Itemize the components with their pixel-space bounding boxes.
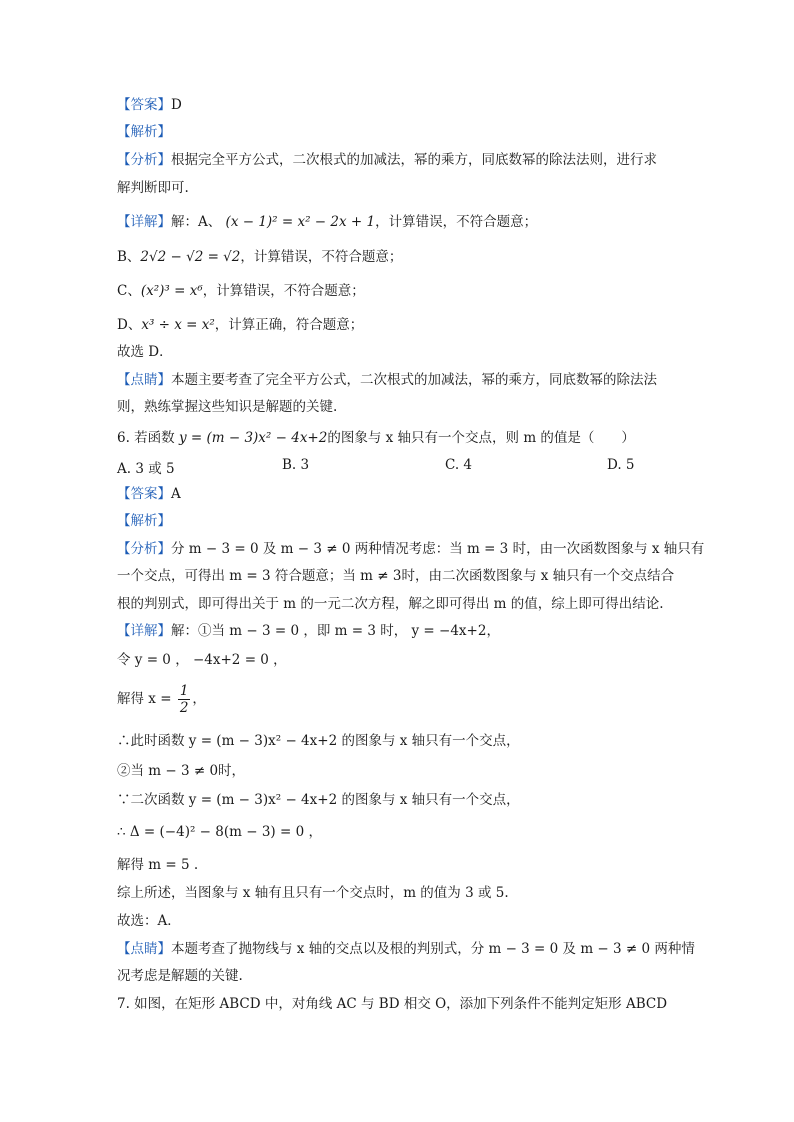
q5-formula-b: 2√2 − √2 = √2 bbox=[140, 249, 241, 265]
q5-dianjing-text1: 本题主要考查了完全平方公式，二次根式的加减法，幂的乘方，同底数幂的除法法 bbox=[171, 372, 657, 388]
detail-tag: 【详解】 bbox=[117, 214, 171, 230]
q6-analysis-tag: 【解析】 bbox=[117, 513, 171, 529]
q6-fenxi-line3: 根的判别式，即可得出关于 m 的一元二次方程，解之即可得出 m 的值，综上即可得出结论. bbox=[117, 596, 664, 612]
q7-stem: 7. 如图，在矩形 ABCD 中，对角线 AC 与 BD 相交 O，添加下列条件不能判定矩形 ABCD bbox=[117, 996, 668, 1012]
q5-formula-d: x³ ÷ x = x² bbox=[141, 317, 215, 333]
q6-option-a: A. 3 或 5 bbox=[117, 461, 175, 477]
q6-fenxi-line2: 一个交点，可得出 m = 3 符合题意；当 m ≠ 3时，由二次函数图象与 x 轴只有一个交点结合 bbox=[117, 568, 675, 584]
q6-answer-value: A bbox=[171, 486, 181, 502]
q6-detail-line2: 令 y = 0 ， −4x+2 = 0 ， bbox=[117, 652, 287, 668]
fenxi-tag: 【分析】 bbox=[117, 152, 171, 168]
q5-c-lead: C、 bbox=[117, 283, 141, 299]
q6-stem-formula: y = (m − 3)x² − 4x+2 bbox=[178, 430, 328, 446]
q6-dianjing-text1: 本题考查了抛物线与 x 轴的交点以及根的判别式，分 m − 3 = 0 及 m − 3 ≠ 0 两种情 bbox=[171, 941, 695, 957]
q6-stem-lead: 6. 若函数 bbox=[117, 430, 175, 446]
q5-detail-lead: 解：A、 bbox=[171, 214, 222, 230]
answer-tag: 【答案】 bbox=[117, 97, 171, 113]
q5-analysis-line bbox=[117, 123, 171, 141]
dianjing-tag: 【点睛】 bbox=[117, 372, 171, 388]
q6-solve-lead: 解得 x = bbox=[117, 691, 172, 707]
q5-d-lead: D、 bbox=[117, 317, 142, 333]
q5-detail-b bbox=[117, 248, 402, 266]
q5-b-tail: ，计算错误，不符合题意； bbox=[240, 249, 403, 265]
q6-fenxi-text1: 分 m − 3 = 0 及 m − 3 ≠ 0 两种情况考虑：当 m = 3 时，由一次函数图象与 x 轴只有 bbox=[171, 541, 705, 557]
fraction-numerator: 1 bbox=[179, 683, 189, 699]
q5-answer-value: D bbox=[171, 97, 182, 113]
q5-fenxi-text1: 根据完全平方公式，二次根式的加减法，幂的乘方，同底数幂的除法法则，进行求 bbox=[171, 152, 657, 168]
q6-fenxi-tag: 【分析】 bbox=[117, 541, 171, 557]
q6-line-case2: ②当 m − 3 ≠ 0时， bbox=[117, 763, 246, 779]
q6-analysis-line bbox=[117, 512, 171, 530]
q6-solve-tail: ， bbox=[192, 691, 206, 707]
q5-detail-d bbox=[117, 316, 363, 334]
q6-option-d: D. 5 bbox=[607, 457, 635, 473]
q6-dianjing-tag: 【点睛】 bbox=[117, 941, 171, 957]
q5-detail-a-tail: ，计算错误，不符合题意； bbox=[375, 214, 538, 230]
q6-answer-line bbox=[117, 485, 181, 503]
q5-detail-c bbox=[117, 282, 365, 300]
q6-detail-line1 bbox=[117, 622, 500, 640]
q6-stem bbox=[117, 429, 635, 447]
q6-line-so1: ∴此时函数 y = (m − 3)x² − 4x+2 的图象与 x 轴只有一个交点， bbox=[117, 733, 520, 749]
fraction-one-half bbox=[178, 683, 191, 716]
q5-answer-line bbox=[117, 96, 182, 114]
q6-detail-tag: 【详解】 bbox=[117, 623, 171, 639]
q6-dianjing-line1 bbox=[117, 940, 695, 958]
q6-dianjing-line2: 况考虑是解题的关键. bbox=[117, 968, 243, 984]
q5-dianjing-line1 bbox=[117, 371, 657, 389]
q5-c-tail: ，计算错误，不符合题意； bbox=[202, 283, 365, 299]
q5-formula-a: (x − 1)² = x² − 2x + 1 bbox=[225, 214, 376, 230]
q6-stem-tail: 的图象与 x 轴只有一个交点，则 m 的值是（ ） bbox=[327, 430, 635, 446]
q6-choose: 故选：A． bbox=[117, 913, 181, 929]
analysis-tag: 【解析】 bbox=[117, 124, 171, 140]
q5-detail-a bbox=[117, 213, 537, 231]
fraction-denominator: 2 bbox=[179, 700, 189, 716]
q6-line-summary: 综上所述，当图象与 x 轴有且只有一个交点时，m 的值为 3 或 5. bbox=[117, 885, 509, 901]
q5-formula-c: (x²)³ = x⁶ bbox=[140, 283, 203, 299]
q5-fenxi-line1 bbox=[117, 151, 657, 169]
q6-line-m5: 解得 m = 5 . bbox=[117, 857, 199, 873]
q6-fenxi-line1 bbox=[117, 540, 704, 558]
q6-answer-tag: 【答案】 bbox=[117, 486, 171, 502]
q5-b-lead: B、 bbox=[117, 249, 141, 265]
q6-detail-text1: 解：①当 m − 3 = 0 ，即 m = 3 时， y = −4x+2， bbox=[171, 623, 500, 639]
q6-line-delta: ∴ Δ = (−4)² − 8(m − 3) = 0 ， bbox=[117, 824, 322, 840]
q5-d-tail: ，计算正确，符合题意； bbox=[214, 317, 364, 333]
q6-solve-x bbox=[117, 682, 206, 716]
q5-fenxi-line2: 解判断即可. bbox=[117, 180, 189, 196]
q5-choose: 故选 D． bbox=[117, 344, 173, 360]
q6-line-because: ∵二次函数 y = (m − 3)x² − 4x+2 的图象与 x 轴只有一个交点， bbox=[117, 792, 520, 808]
q5-dianjing-line2: 则，熟练掌握这些知识是解题的关键. bbox=[117, 399, 338, 415]
q6-option-b: B. 3 bbox=[282, 457, 310, 473]
q6-option-c: C. 4 bbox=[445, 457, 473, 473]
